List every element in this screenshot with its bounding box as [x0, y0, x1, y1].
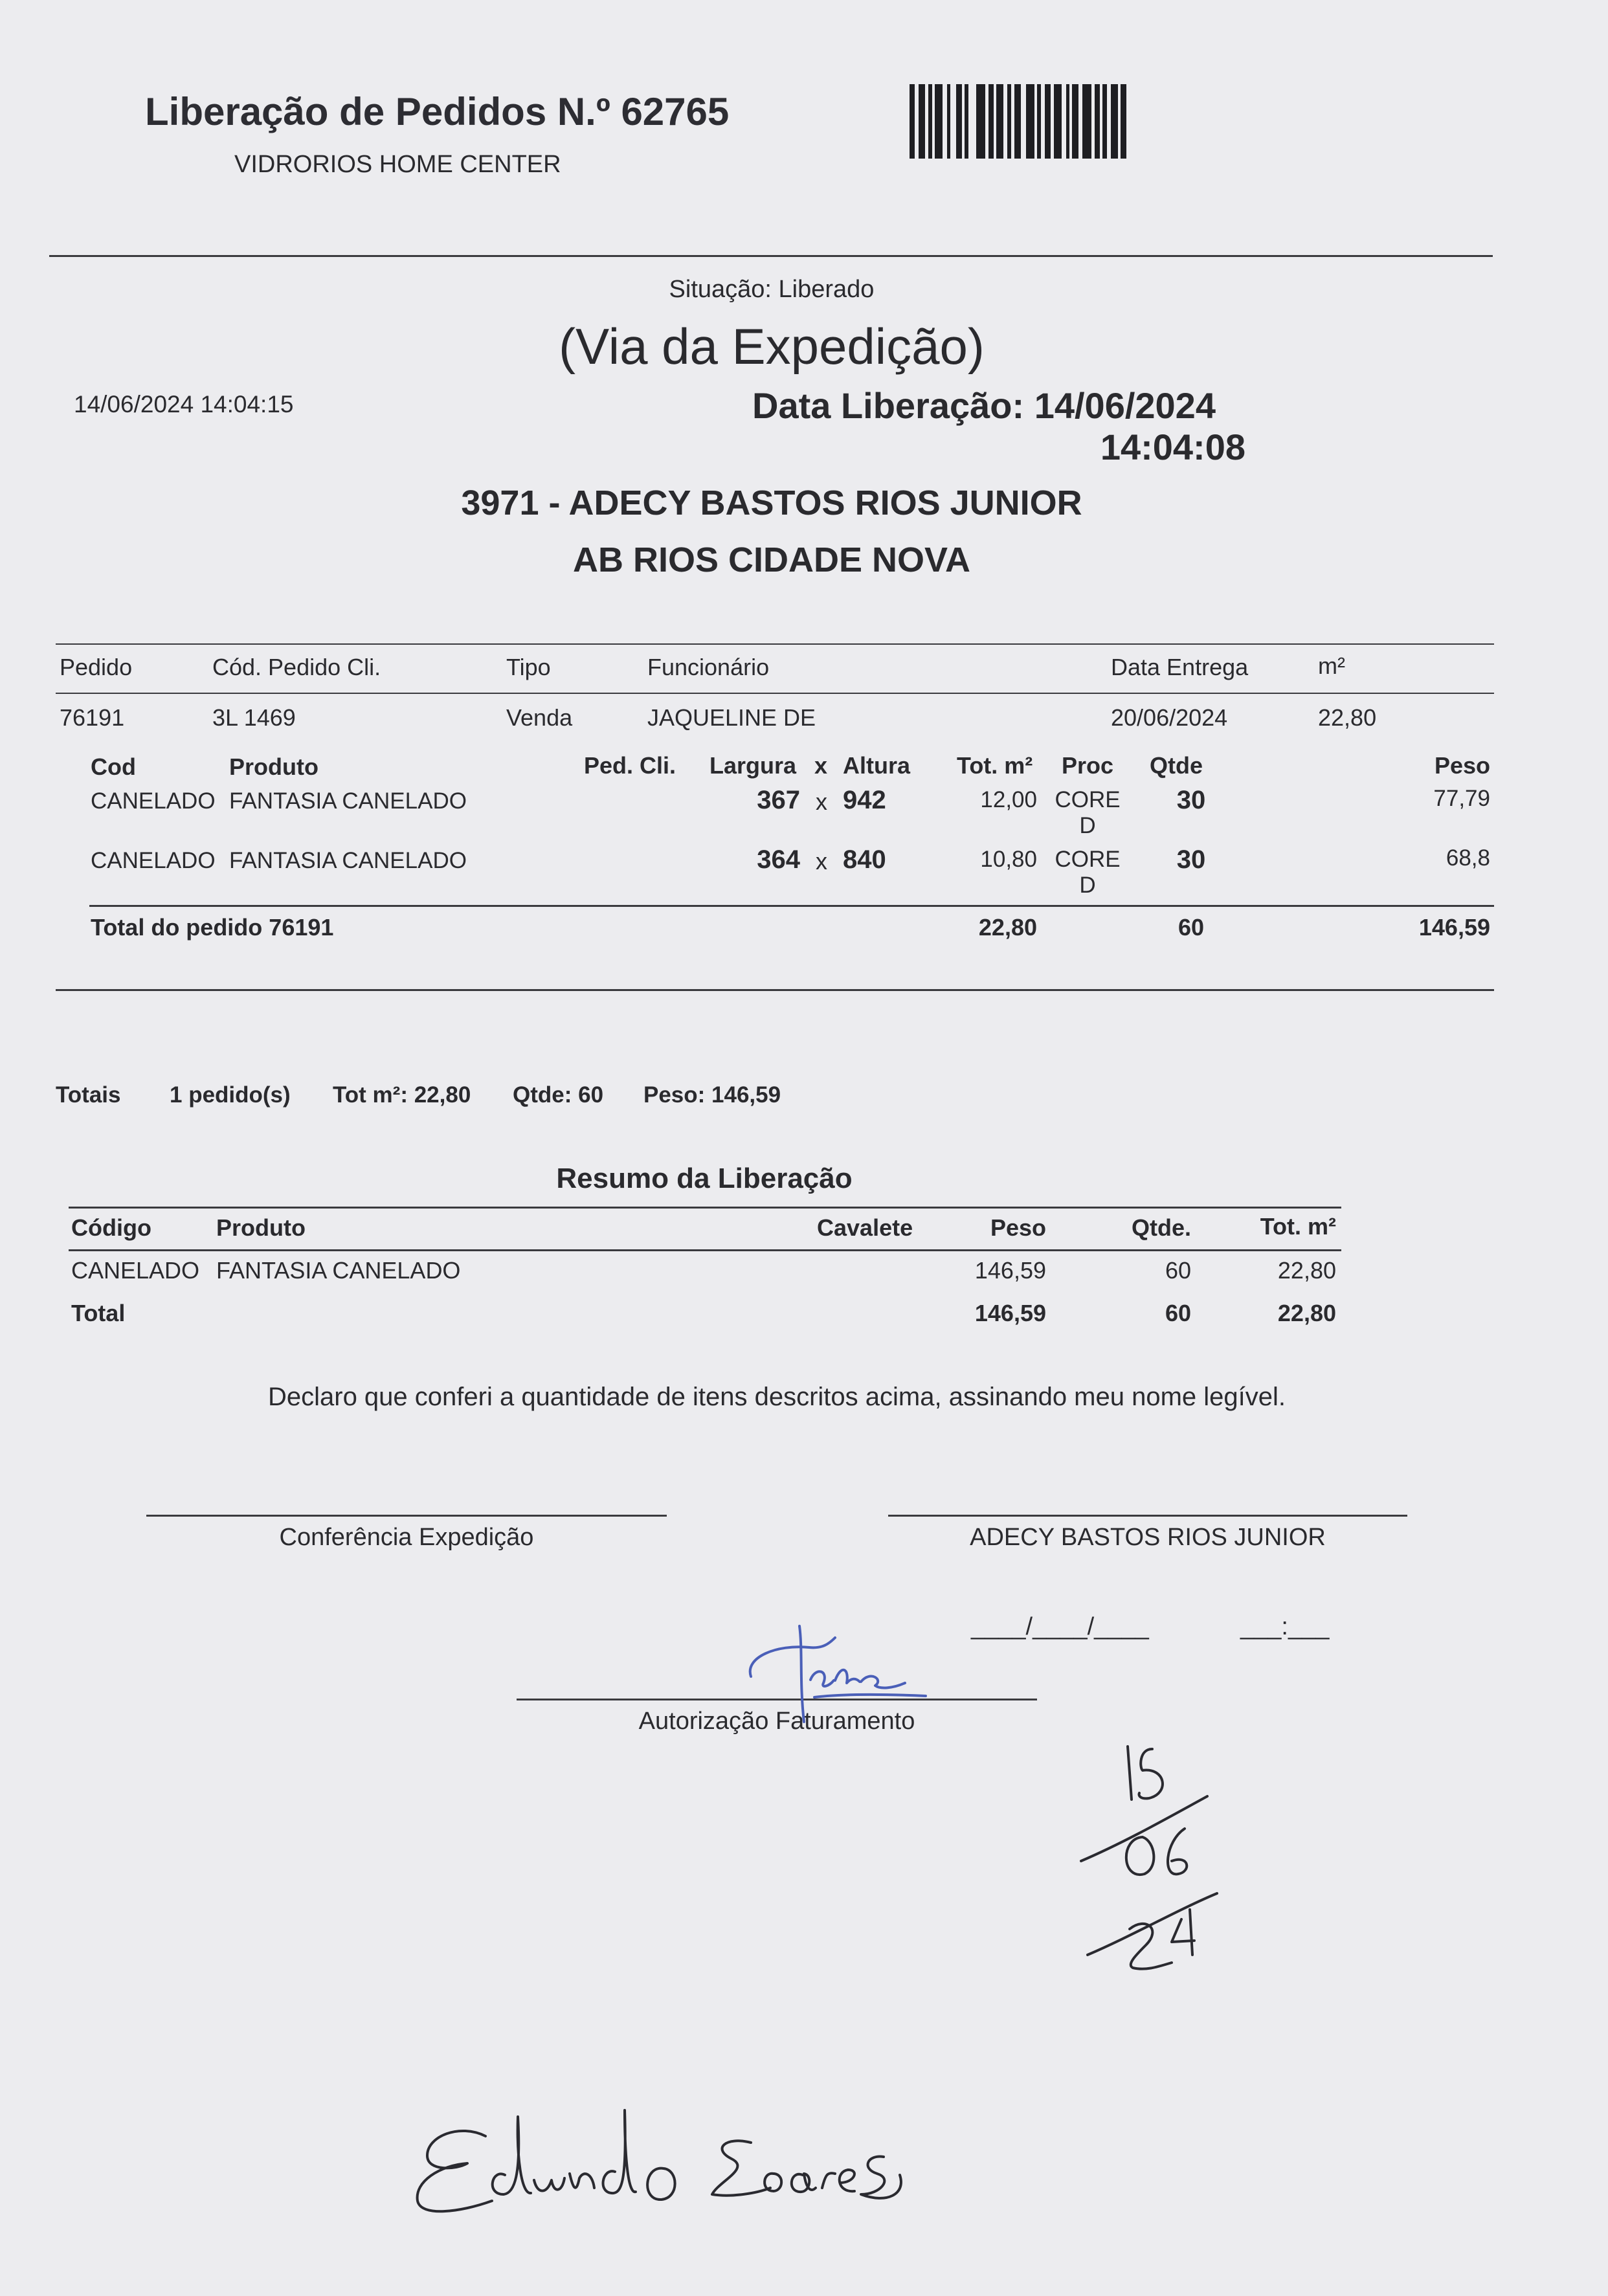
- summary-col-peso: Peso: [990, 1214, 1046, 1241]
- handwritten-date: [1075, 1735, 1256, 2020]
- item-row-qtde: 30: [1176, 786, 1206, 814]
- handwritten-initials: [738, 1618, 932, 1728]
- signature-line-expedicao: [146, 1515, 667, 1517]
- summary-col-codigo: Código: [71, 1214, 151, 1241]
- item-row-cod: CANELADO: [91, 788, 216, 814]
- order-number: 76191: [60, 704, 125, 731]
- item-col-x: x: [814, 752, 828, 779]
- totals-orders: 1 pedido(s): [170, 1082, 291, 1108]
- item-row-altura: 840: [843, 845, 886, 874]
- item-row-qtde: 30: [1176, 845, 1206, 874]
- customer-store: AB RIOS CIDADE NOVA: [572, 541, 971, 579]
- summary-col-cavalete: Cavalete: [817, 1214, 913, 1241]
- summary-title: Resumo da Liberação: [556, 1163, 853, 1194]
- item-row-x: x: [816, 848, 827, 875]
- col-data-entrega: Data Entrega: [1111, 654, 1249, 680]
- summary-col-tot-m2: Tot. m²: [1260, 1213, 1336, 1240]
- order-m2: 22,80: [1318, 704, 1377, 731]
- summary-total-label: Total: [71, 1300, 126, 1326]
- signature-label-customer: ADECY BASTOS RIOS JUNIOR: [970, 1524, 1326, 1551]
- summary-top-divider: [69, 1207, 1341, 1209]
- item-row-proc-cont: D: [1079, 813, 1096, 838]
- item-col-altura: Altura: [843, 752, 911, 779]
- declaration-text: Declaro que conferi a quantidade de itens descritos acima, assinando meu nome legível.: [267, 1383, 1286, 1411]
- item-row-cod: CANELADO: [91, 848, 216, 873]
- item-col-qtde: Qtde: [1150, 752, 1203, 779]
- summary-total-tot-m2: 22,80: [1277, 1300, 1336, 1326]
- summary-row-produto: FANTASIA CANELADO: [216, 1257, 461, 1284]
- item-row-tot-m2: 12,00: [980, 787, 1037, 812]
- col-tipo: Tipo: [506, 654, 551, 680]
- item-col-cod: Cod: [91, 753, 136, 780]
- totals-m2: Tot m²: 22,80: [333, 1082, 471, 1108]
- summary-row-tot-m2: 22,80: [1277, 1257, 1336, 1284]
- copy-label: (Via da Expedição): [559, 318, 985, 375]
- item-row-peso: 68,8: [1446, 845, 1490, 871]
- date-blank: ____/____/____: [971, 1613, 1149, 1640]
- orders-section-divider: [56, 989, 1494, 991]
- release-time: 14:04:08: [1100, 427, 1245, 467]
- order-type: Venda: [506, 704, 573, 731]
- totals-peso: Peso: 146,59: [643, 1082, 781, 1108]
- col-pedido: Pedido: [60, 654, 133, 680]
- order-total-label: Total do pedido 76191: [91, 914, 334, 941]
- summary-row-peso: 146,59: [974, 1257, 1046, 1284]
- order-delivery-date: 20/06/2024: [1111, 704, 1228, 731]
- item-row-proc: CORE: [1055, 787, 1121, 812]
- totals-qtde: Qtde: 60: [513, 1082, 604, 1108]
- col-cod-pedido-cli: Cód. Pedido Cli.: [212, 654, 381, 680]
- item-col-proc: Proc: [1062, 752, 1114, 779]
- header-divider: [49, 255, 1493, 257]
- summary-col-produto: Produto: [216, 1214, 306, 1241]
- summary-row-codigo: CANELADO: [71, 1257, 200, 1284]
- item-col-peso: Peso: [1434, 752, 1490, 779]
- col-m2: m²: [1318, 652, 1345, 679]
- printed-timestamp: 14/06/2024 14:04:15: [74, 391, 294, 418]
- status-text: Situação: Liberado: [669, 276, 875, 303]
- order-employee: JAQUELINE DE: [647, 704, 816, 731]
- signature-line-customer: [888, 1515, 1407, 1517]
- item-col-ped-cli: Ped. Cli.: [584, 752, 676, 779]
- barcode: [910, 84, 1159, 159]
- item-row-tot-m2: 10,80: [980, 847, 1037, 872]
- item-row-largura: 364: [757, 845, 800, 874]
- order-table-top: [56, 643, 1494, 645]
- summary-header-divider: [69, 1249, 1341, 1251]
- item-row-proc-cont: D: [1079, 873, 1096, 898]
- document-title: Liberação de Pedidos N.º 62765: [145, 90, 730, 133]
- signature-label-authorization: Autorização Faturamento: [638, 1708, 915, 1735]
- handwritten-signature: [408, 2097, 939, 2227]
- item-row-produto: FANTASIA CANELADO: [229, 788, 467, 814]
- item-row-x: x: [816, 788, 827, 815]
- order-client-code: 3L 1469: [212, 704, 296, 731]
- customer-name: 3971 - ADECY BASTOS RIOS JUNIOR: [461, 484, 1082, 522]
- summary-total-peso: 146,59: [974, 1300, 1046, 1326]
- signature-label-expedicao: Conferência Expedição: [279, 1524, 534, 1551]
- item-row-altura: 942: [843, 786, 886, 814]
- item-row-produto: FANTASIA CANELADO: [229, 848, 467, 873]
- totals-label: Totais: [56, 1082, 121, 1108]
- item-row-largura: 367: [757, 786, 800, 814]
- time-blank: ___:___: [1240, 1613, 1330, 1640]
- order-total-peso: 146,59: [1418, 914, 1490, 941]
- summary-col-qtde: Qtde.: [1131, 1214, 1191, 1241]
- item-row-proc: CORE: [1055, 847, 1121, 872]
- order-total-divider: [89, 905, 1494, 907]
- order-total-qtde: 60: [1178, 914, 1205, 941]
- item-col-produto: Produto: [229, 753, 318, 780]
- release-date: Data Liberação: 14/06/2024: [752, 385, 1216, 426]
- summary-total-qtde: 60: [1165, 1300, 1191, 1326]
- item-col-tot-m2: Tot. m²: [957, 752, 1033, 779]
- order-total-m2: 22,80: [978, 914, 1037, 941]
- col-funcionario: Funcionário: [647, 654, 770, 680]
- company-name: VIDRORIOS HOME CENTER: [234, 151, 561, 178]
- item-row-peso: 77,79: [1433, 786, 1490, 811]
- summary-row-qtde: 60: [1165, 1257, 1191, 1284]
- order-table-header-divider: [56, 693, 1494, 694]
- item-col-largura: Largura: [709, 752, 797, 779]
